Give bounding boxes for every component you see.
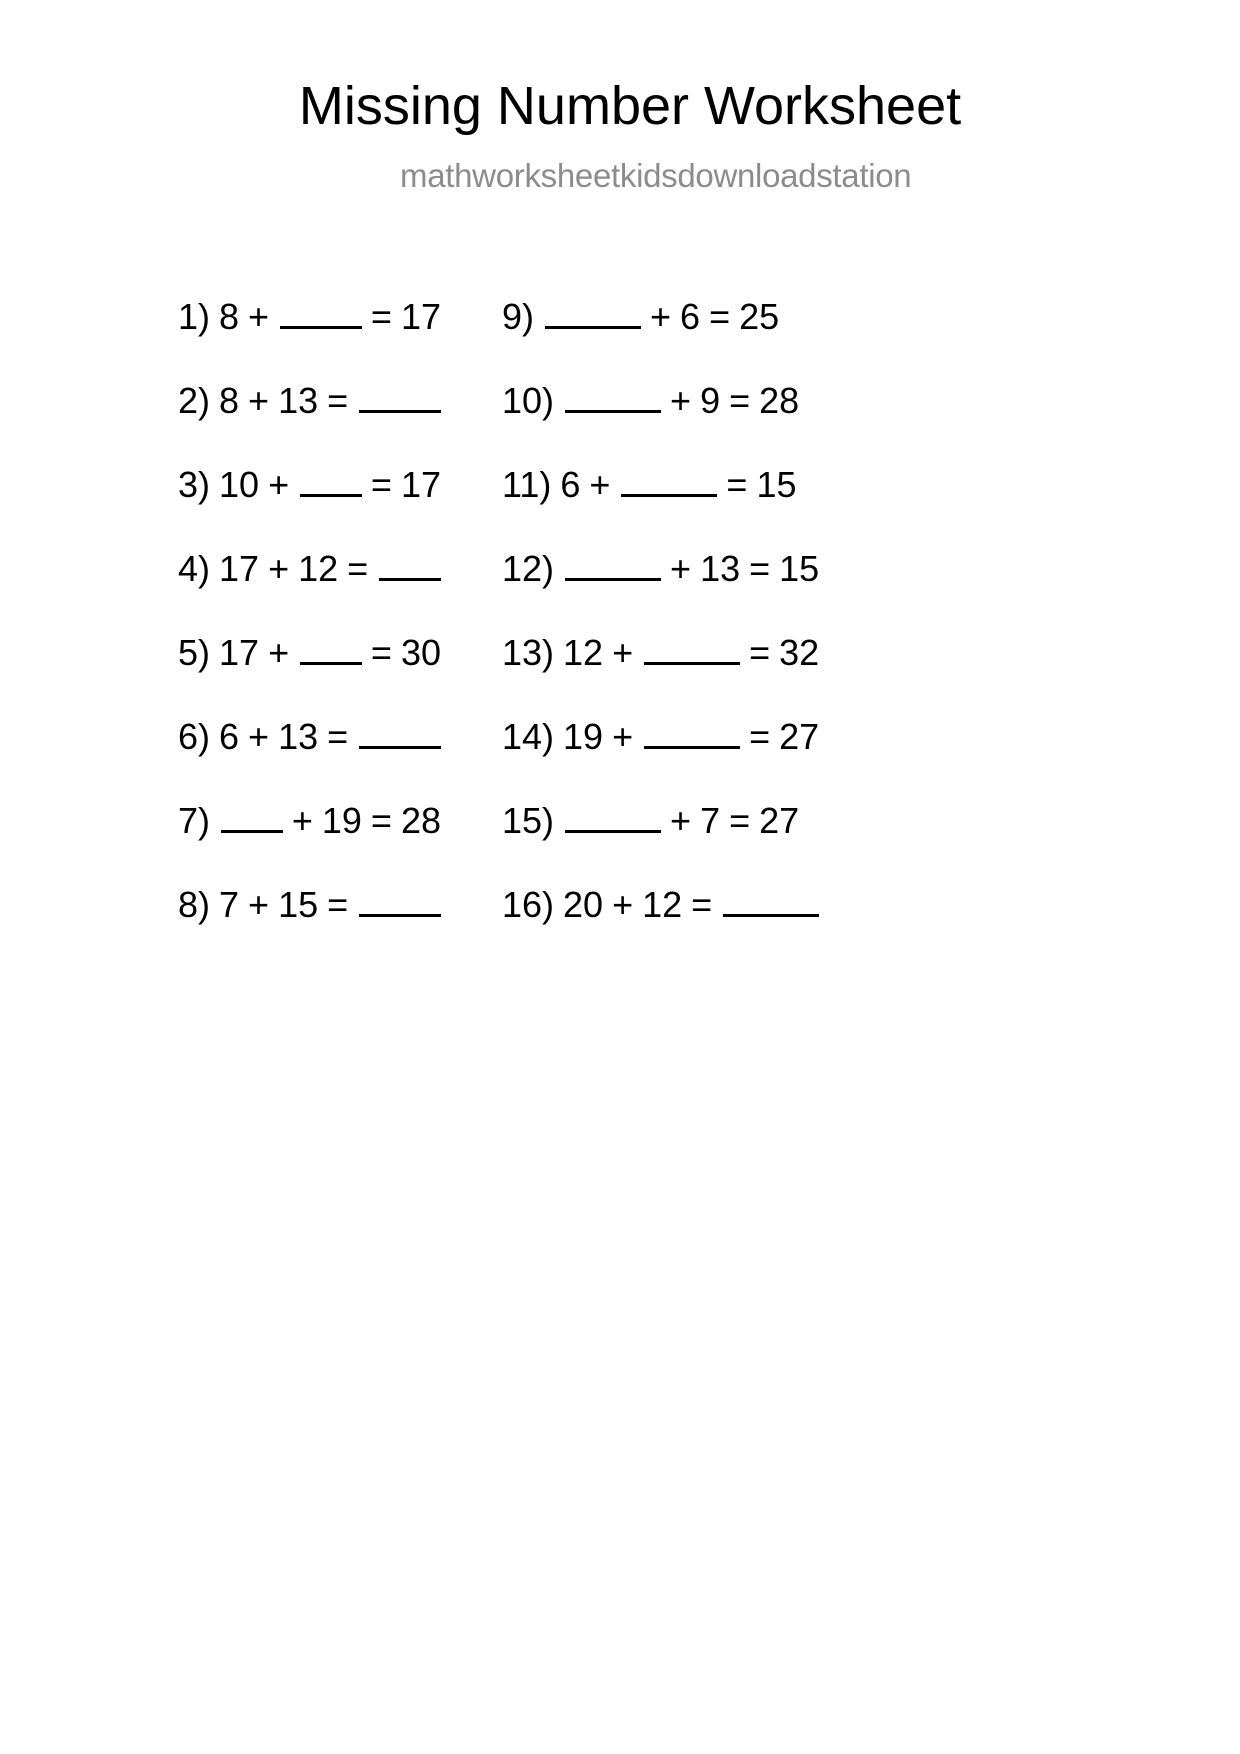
problem-item <box>502 296 950 380</box>
problem-number: 9) <box>502 296 535 337</box>
answer-blank[interactable] <box>565 380 661 413</box>
equals-operator: = <box>749 548 771 589</box>
equals-operator: = <box>726 464 748 505</box>
plus-operator: + <box>248 296 270 337</box>
problem-item <box>502 548 950 632</box>
answer-blank[interactable] <box>621 464 717 497</box>
first-operand: 10 <box>219 464 260 505</box>
answer-blank[interactable] <box>723 884 819 917</box>
second-operand: 12 <box>642 884 683 925</box>
problem-number: 16) <box>502 884 555 925</box>
plus-operator: + <box>248 716 270 757</box>
problem-number: 12) <box>502 548 555 589</box>
plus-operator: + <box>291 800 313 841</box>
second-operand: 6 <box>680 296 701 337</box>
problem-number: 10) <box>502 380 555 421</box>
equals-operator: = <box>327 884 349 925</box>
second-operand: 19 <box>321 800 362 841</box>
first-operand: 6 <box>219 716 240 757</box>
problem-number: 4) <box>178 548 211 589</box>
problem-item <box>178 716 450 800</box>
result-value: 15 <box>779 548 820 589</box>
plus-operator: + <box>670 548 692 589</box>
equals-operator: = <box>370 296 392 337</box>
equals-operator: = <box>729 380 751 421</box>
problem-grid <box>0 296 1240 968</box>
problem-item <box>502 716 950 800</box>
equals-operator: = <box>347 548 369 589</box>
problem-item <box>502 380 950 464</box>
problem-number: 11) <box>502 464 552 505</box>
plus-operator: + <box>268 464 290 505</box>
answer-blank[interactable] <box>221 800 283 833</box>
problem-item <box>178 800 450 884</box>
problem-item <box>178 548 450 632</box>
problem-item <box>502 884 950 968</box>
site-watermark: mathworksheetkidsdownloadstation <box>400 156 912 194</box>
answer-blank[interactable] <box>359 716 441 749</box>
equals-operator: = <box>729 800 751 841</box>
plus-operator: + <box>248 380 270 421</box>
first-operand: 19 <box>563 716 604 757</box>
answer-blank[interactable] <box>379 548 441 581</box>
result-value: 28 <box>400 800 441 841</box>
problem-item <box>178 632 450 716</box>
equals-operator: = <box>327 380 349 421</box>
plus-operator: + <box>589 464 611 505</box>
answer-blank[interactable] <box>565 548 661 581</box>
problem-number: 3) <box>178 464 211 505</box>
problem-number: 8) <box>178 884 211 925</box>
equals-operator: = <box>370 800 392 841</box>
problem-number: 6) <box>178 716 211 757</box>
problem-number: 13) <box>502 632 555 673</box>
worksheet-header <box>0 0 1240 195</box>
result-value: 27 <box>779 716 820 757</box>
second-operand: 12 <box>298 548 339 589</box>
answer-blank[interactable] <box>280 296 362 329</box>
first-operand: 6 <box>560 464 581 505</box>
answer-blank[interactable] <box>300 464 362 497</box>
equals-operator: = <box>749 632 771 673</box>
second-operand: 13 <box>700 548 741 589</box>
result-value: 25 <box>739 296 780 337</box>
problem-number: 7) <box>178 800 211 841</box>
result-value: 17 <box>400 296 441 337</box>
answer-blank[interactable] <box>300 632 362 665</box>
first-operand: 17 <box>219 548 260 589</box>
equals-operator: = <box>370 632 392 673</box>
problem-number: 14) <box>502 716 555 757</box>
second-operand: 13 <box>278 380 319 421</box>
problem-item <box>178 380 450 464</box>
problem-item <box>178 296 450 380</box>
second-operand: 9 <box>700 380 721 421</box>
plus-operator: + <box>248 884 270 925</box>
result-value: 30 <box>400 632 441 673</box>
problem-number: 15) <box>502 800 555 841</box>
plus-operator: + <box>670 800 692 841</box>
plus-operator: + <box>670 380 692 421</box>
result-value: 32 <box>779 632 820 673</box>
second-operand: 13 <box>278 716 319 757</box>
answer-blank[interactable] <box>644 632 740 665</box>
answer-blank[interactable] <box>565 800 661 833</box>
first-operand: 7 <box>219 884 240 925</box>
plus-operator: + <box>268 548 290 589</box>
plus-operator: + <box>650 296 672 337</box>
first-operand: 20 <box>563 884 604 925</box>
plus-operator: + <box>612 716 634 757</box>
problem-item <box>502 800 950 884</box>
first-operand: 17 <box>219 632 260 673</box>
answer-blank[interactable] <box>359 380 441 413</box>
problem-column-left <box>0 296 450 968</box>
equals-operator: = <box>327 716 349 757</box>
equals-operator: = <box>709 296 731 337</box>
result-value: 28 <box>759 380 800 421</box>
page-title: Missing Number Worksheet <box>298 76 962 136</box>
problem-item <box>178 884 450 968</box>
equals-operator: = <box>370 464 392 505</box>
plus-operator: + <box>612 884 634 925</box>
first-operand: 12 <box>563 632 604 673</box>
first-operand: 8 <box>219 296 240 337</box>
second-operand: 15 <box>278 884 319 925</box>
problem-column-right <box>450 296 950 968</box>
problem-item <box>502 464 950 548</box>
equals-operator: = <box>749 716 771 757</box>
answer-blank[interactable] <box>545 296 641 329</box>
result-value: 17 <box>400 464 441 505</box>
answer-blank[interactable] <box>644 716 740 749</box>
first-operand: 8 <box>219 380 240 421</box>
plus-operator: + <box>268 632 290 673</box>
problem-number: 5) <box>178 632 211 673</box>
answer-blank[interactable] <box>359 884 441 917</box>
problem-number: 2) <box>178 380 211 421</box>
problem-number: 1) <box>178 296 211 337</box>
result-value: 27 <box>759 800 800 841</box>
equals-operator: = <box>691 884 713 925</box>
problem-item <box>178 464 450 548</box>
second-operand: 7 <box>700 800 721 841</box>
problem-item <box>502 632 950 716</box>
result-value: 15 <box>756 464 797 505</box>
plus-operator: + <box>612 632 634 673</box>
